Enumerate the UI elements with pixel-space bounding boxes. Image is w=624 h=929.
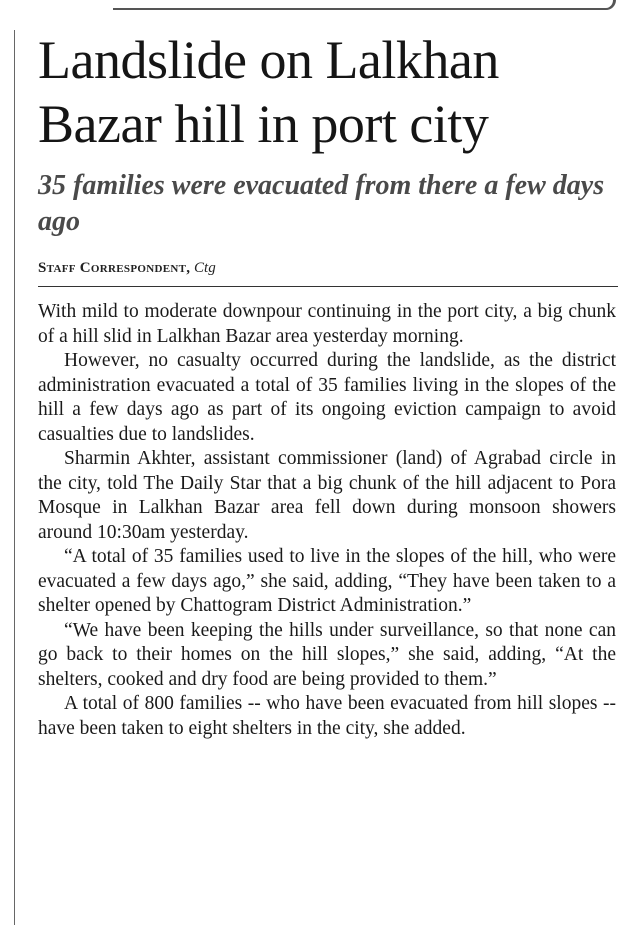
paragraph-3: Sharmin Akhter, assistant commissioner (land) of Agrabad circle in the city, told The Daily Star that a big chunk of the hill adjacent to Pora Mosque in Lalkhan Bazar area fell down during monsoon showers around 10:30am yesterday. xyxy=(38,448,616,543)
paragraph-4: “A total of 35 families used to live in the slopes of the hill, who were evacuated a few days ago,” she said, adding, “They have been taken to a shelter opened by Chattogram District Administration.” xyxy=(38,546,616,616)
article-body xyxy=(38,300,616,741)
paragraph-2: However, no casualty occurred during the landslide, as the district administration evacuated a total of 35 families living in the slopes of the hill a few days ago as part of its ongoing eviction campaign to avoid casualties due to landslides. xyxy=(38,350,616,445)
headline: Landslide on Lalkhan Bazar hill in port city xyxy=(38,30,499,154)
byline-location: Ctg xyxy=(194,260,216,276)
paragraph-6: A total of 800 families -- who have been evacuated from hill slopes -- have been taken to eight shelters in the city, she added. xyxy=(38,693,616,739)
subheadline: 35 families were evacuated from there a few days ago xyxy=(38,170,605,237)
page-edge xyxy=(0,0,624,12)
byline-name: Staff Correspondent, xyxy=(38,260,191,276)
byline-divider xyxy=(38,286,618,287)
page-curl xyxy=(113,0,616,10)
byline xyxy=(38,258,216,278)
column-rule xyxy=(14,30,15,925)
paragraph-1: With mild to moderate downpour continuing in the port city, a big chunk of a hill slid in Lalkhan Bazar area yesterday morning. xyxy=(38,301,616,347)
paragraph-5: “We have been keeping the hills under surveillance, so that none can go back to their homes on the hill slopes,” she said, adding, “At the shelters, cooked and dry food are being provided to them.” xyxy=(38,619,616,690)
